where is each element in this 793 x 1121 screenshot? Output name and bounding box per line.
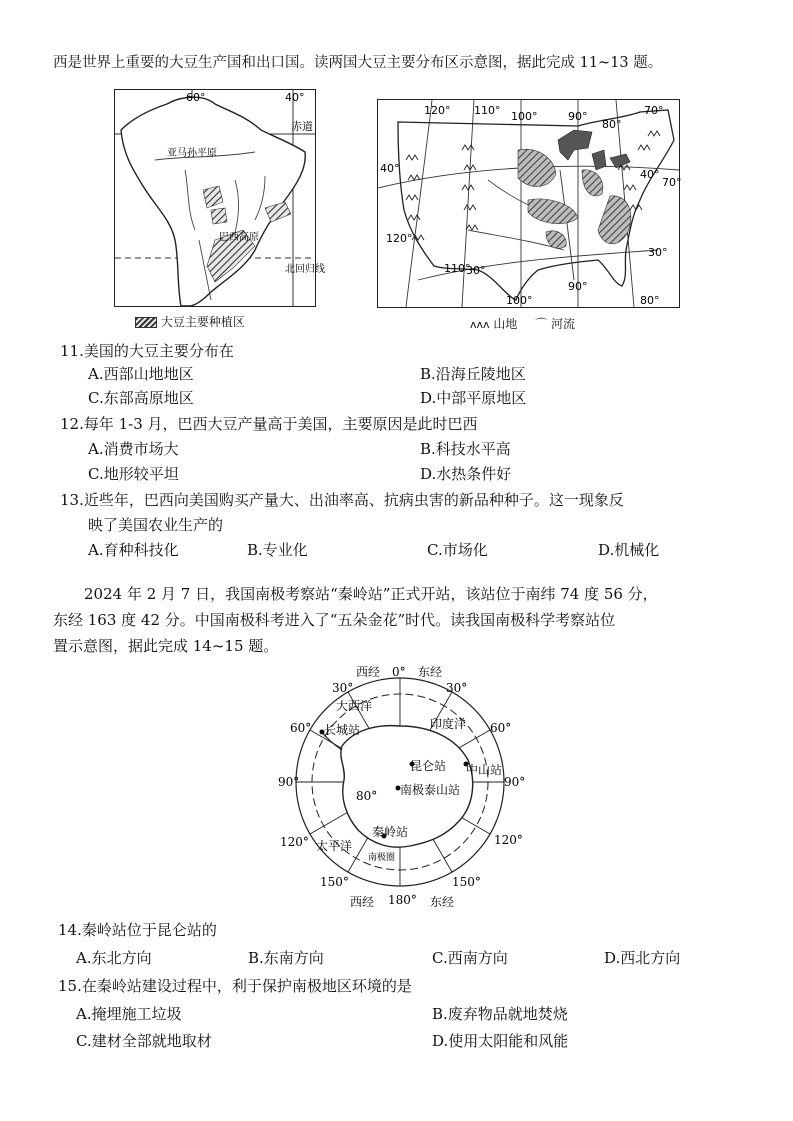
q11-option-a[interactable]: A.西部山地地区 xyxy=(88,365,194,383)
legend-river-label: 河流 xyxy=(551,317,576,331)
q13-option-c[interactable]: C.市场化 xyxy=(427,541,488,559)
q15-option-c[interactable]: C.建材全部就地取材 xyxy=(76,1032,212,1050)
passage2-line3: 置示意图，据此完成 14~15 题。 xyxy=(53,637,279,655)
usa-lon110-top: 110° xyxy=(474,104,501,117)
hatch-swatch-icon xyxy=(135,317,157,328)
q15-stem: 15.在秦岭站建设过程中，利于保护南极地区环境的是 xyxy=(58,977,412,995)
polar-180-label: 180° xyxy=(388,893,417,907)
polar-w90: 90° xyxy=(278,775,300,789)
q12-option-d[interactable]: D.水热条件好 xyxy=(420,465,512,483)
q12-option-a[interactable]: A.消费市场大 xyxy=(88,440,179,458)
polar-east-bottom: 东经 xyxy=(430,895,455,909)
q14-option-d[interactable]: D.西北方向 xyxy=(604,949,681,967)
brazil-lon40-label: 40° xyxy=(285,91,305,104)
usa-lat30-right: 30° xyxy=(648,246,668,259)
q11-stem: 11.美国的大豆主要分布在 xyxy=(60,342,234,360)
river-icon: ⌒ xyxy=(535,317,548,331)
polar-e150: 150° xyxy=(452,875,481,889)
q14-option-b[interactable]: B.东南方向 xyxy=(248,949,324,967)
polar-e60: 60° xyxy=(490,721,512,735)
antarctic-circle-label: 南极圈 xyxy=(368,853,396,863)
tropic-label: 北回归线 xyxy=(285,264,325,275)
brazil-soy-map xyxy=(114,89,325,307)
q13-option-a[interactable]: A.育种科技化 xyxy=(88,541,179,559)
q11-option-d[interactable]: D.中部平原地区 xyxy=(420,389,527,407)
polar-lat80: 80° xyxy=(356,789,378,803)
atlantic-label: 大西洋 xyxy=(336,699,373,713)
q12-option-b[interactable]: B.科技水平高 xyxy=(420,440,511,458)
brazil-legend-label: 大豆主要种植区 xyxy=(160,315,245,329)
polar-east-top: 东经 xyxy=(418,665,443,679)
legend-mountain-label: 山地 xyxy=(493,317,518,331)
brazil-map-graphic xyxy=(115,90,325,306)
q12-stem: 12.每年 1-3 月，巴西大豆产量高于美国，主要原因是此时巴西 xyxy=(60,415,478,433)
usa-soy-map xyxy=(377,99,680,308)
q14-option-a[interactable]: A.东北方向 xyxy=(76,949,152,967)
usa-lon110-bottom: 110° xyxy=(444,262,471,275)
passage2-line1: 2024 年 2 月 7 日，我国南极考察站“秦岭站”正式开站，该站位于南纬 74 度 56 分， xyxy=(84,585,658,603)
zhongshan-station-label: 中山站 xyxy=(466,763,503,777)
kunlun-station-label: 昆仑站 xyxy=(410,759,447,773)
polar-e120: 120° xyxy=(494,833,523,847)
q14-option-c[interactable]: C.西南方向 xyxy=(432,949,508,967)
q15-option-d[interactable]: D.使用太阳能和风能 xyxy=(432,1032,569,1050)
brazil-lon60-label: 60° xyxy=(186,91,206,104)
usa-lon70-top: 70° xyxy=(644,104,664,117)
usa-lat30-bottom: 30° xyxy=(466,264,486,277)
polar-west-top: 西经 xyxy=(356,665,381,679)
indian-ocean-label: 印度洋 xyxy=(430,717,467,731)
q13-option-d[interactable]: D.机械化 xyxy=(598,541,660,559)
usa-lat40-right: 40° xyxy=(640,168,660,181)
usa-lon90-bottom: 90° xyxy=(568,280,588,293)
q15-option-b[interactable]: B.废弃物品就地焚烧 xyxy=(432,1005,568,1023)
passage2-line2: 东经 163 度 42 分。中国南极科考进入了“五朵金花”时代。读我国南极科学考察站位 xyxy=(53,611,616,629)
taishan-station-label: 南极泰山站 xyxy=(400,783,461,797)
polar-w60: 60° xyxy=(290,721,312,735)
usa-lon80-top: 80° xyxy=(602,118,622,131)
polar-map-graphic xyxy=(278,660,526,910)
brazil-legend xyxy=(135,313,245,330)
q11-option-b[interactable]: B.沿海丘陵地区 xyxy=(420,365,526,383)
q15-option-a[interactable]: A.掩埋施工垃圾 xyxy=(76,1005,182,1023)
polar-west-bottom: 西经 xyxy=(350,895,375,909)
brazil-plateau-label: 巴西高原 xyxy=(219,232,259,243)
mountain-icon: ᴧᴧᴧ xyxy=(470,318,490,331)
equator-label: 赤道 xyxy=(291,120,313,133)
great-wall-station-label: 长城站 xyxy=(324,723,361,737)
usa-map-graphic xyxy=(378,100,682,307)
pacific-label: 太平洋 xyxy=(316,839,353,853)
q12-option-c[interactable]: C.地形较平坦 xyxy=(88,465,179,483)
usa-lon120-top: 120° xyxy=(424,104,451,117)
polar-w30: 30° xyxy=(332,681,354,695)
polar-e30: 30° xyxy=(446,681,468,695)
amazon-plain-label: 亚马孙平原 xyxy=(167,148,217,159)
qinling-station-label: 秦岭站 xyxy=(372,825,409,839)
usa-lon90-top: 90° xyxy=(568,110,588,123)
usa-lat40-left: 40° xyxy=(380,162,400,175)
usa-lon120-left: 120° xyxy=(386,232,413,245)
q11-option-c[interactable]: C.东部高原地区 xyxy=(88,389,194,407)
polar-zero-label: 0° xyxy=(392,665,406,679)
usa-lon100-top: 100° xyxy=(511,110,538,123)
usa-lon80-bottom: 80° xyxy=(640,294,660,307)
usa-lon100-bottom: 100° xyxy=(506,294,533,307)
polar-w120: 120° xyxy=(280,835,309,849)
q14-stem: 14.秦岭站位于昆仑站的 xyxy=(58,921,217,939)
q13-option-b[interactable]: B.专业化 xyxy=(247,541,308,559)
usa-legend xyxy=(470,315,575,332)
antarctic-stations-map xyxy=(278,660,526,910)
usa-lon70-right: 70° xyxy=(662,176,682,189)
q13-stem-line2: 映了美国农业生产的 xyxy=(88,516,224,534)
polar-w150: 150° xyxy=(320,875,349,889)
q13-stem-line1: 13.近些年，巴西向美国购买产量大、出油率高、抗病虫害的新品种种子。这一现象反 xyxy=(60,491,624,509)
polar-e90: 90° xyxy=(504,775,526,789)
intro-text: 西是世界上重要的大豆生产国和出口国。读两国大豆主要分布区示意图，据此完成 11~13 题。 xyxy=(53,55,663,71)
